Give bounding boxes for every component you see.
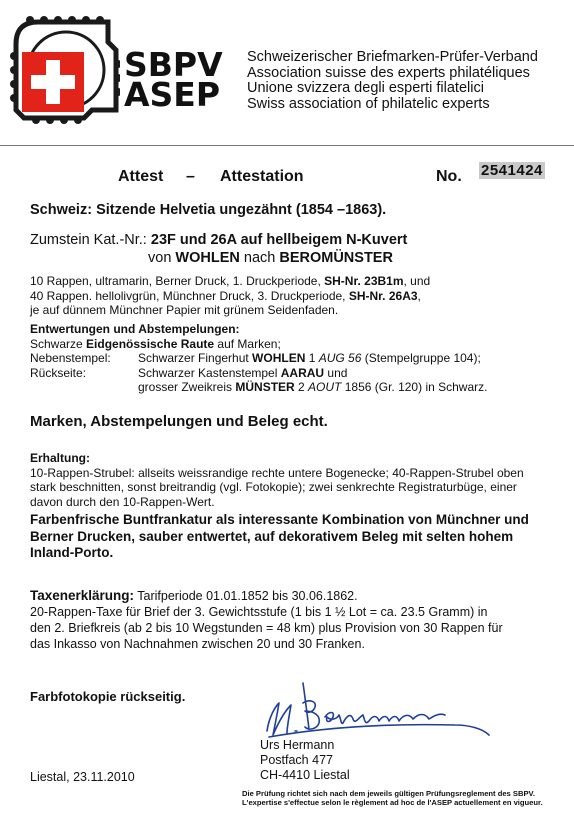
condition-heading: Erhaltung: [30, 451, 90, 465]
rueck2-d: AOUT [308, 380, 342, 394]
cancel-line1-a: Schwarze [30, 336, 87, 351]
signer-address-2: CH-4410 Liestal [260, 768, 350, 782]
certificate-number: 2541424 [481, 162, 543, 179]
route-mid: nach [239, 250, 280, 266]
rueck2-a: grosser Zweikreis [138, 380, 236, 394]
header-divider [0, 145, 574, 146]
highlight-line-3: Inland-Porto. [30, 545, 114, 560]
rueckseite-label: Rückseite: [30, 365, 87, 380]
condition-line-1: 10-Rappen-Strubel: allseits weissrandige rechte untere Bogenecke; 40-Rappen-Strubel oben [30, 465, 524, 480]
highlight-line-1: Farbenfrische Buntfrankatur als interessante Kombination von Münchner und [30, 512, 529, 527]
verdict: Marken, Abstempelungen und Beleg echt. [30, 413, 328, 430]
description-block [30, 274, 430, 318]
catalogue-line [30, 232, 407, 248]
desc-line1-sh: SH-Nr. 23B1m [324, 274, 404, 288]
tax-line-2: 20-Rappen-Taxe für Brief der 3. Gewichtsstufe (1 bis 1 ½ Lot = ca. 23.5 Gramm) in [30, 605, 488, 619]
regulation-footnote [242, 789, 543, 807]
association-it: Unione svizzera degli esperti filatelici [247, 80, 484, 96]
attestation-label: Attestation [220, 168, 304, 185]
route-from: WOHLEN [175, 250, 240, 266]
rueck2-e: 1856 (Gr. 120) in Schwarz. [341, 380, 488, 394]
association-names [247, 50, 538, 112]
footnote-de: Die Prüfung richtet sich nach dem jeweils gültigen Prüfungsreglement des SBPV. [242, 789, 535, 798]
footnote-fr: L'expertise s'effectue selon le règlement ad hoc de l'ASEP actuellement en vigueur. [242, 798, 543, 807]
brand-line-asep: ASEP [124, 75, 221, 114]
desc-line1-end: , und [403, 274, 431, 288]
neben-c: 1 [305, 351, 319, 365]
signer-address-1: Postfach 477 [260, 753, 333, 767]
handwritten-signature-icon [255, 673, 495, 743]
number-label: No. [436, 168, 462, 185]
photocopy-note: Farbfotokopie rückseitig. [30, 689, 186, 704]
rueck2-c: 2 [294, 380, 309, 394]
brand-name [124, 45, 223, 114]
desc-line2-end: , [417, 288, 421, 303]
desc-line2-sh: SH-Nr. 26A3 [348, 288, 418, 303]
association-en: Swiss association of philatelic experts [247, 95, 490, 112]
tax-heading: Taxenerklärung: [30, 588, 135, 603]
rueck-a: Schwarzer Kastenstempel [138, 365, 281, 380]
desc-line2-text: 40 Rappen. hellolivgrün, Münchner Druck, 3. Druckperiode, [30, 288, 349, 303]
signer-block [260, 738, 350, 783]
tax-line-1: Tarifperiode 01.01.1852 bis 30.06.1862. [134, 589, 358, 603]
neben-d: AUG 56 [318, 351, 362, 365]
cancellations-block [30, 322, 487, 395]
rueck-c: und [324, 365, 348, 380]
catalogue-prefix: Zumstein Kat.-Nr.: [30, 232, 151, 248]
attest-dash: – [186, 168, 195, 185]
cancel-line1-b: Eidgenössische Raute [86, 336, 215, 351]
tax-line-4: das Inkasso von Nachnahmen zwischen 20 und 30 Franken. [30, 637, 365, 651]
association-fr: Association suisse des experts philatéliques [247, 64, 530, 81]
desc-line1-text: 10 Rappen, ultramarin, Berner Druck, 1. Druckperiode, [30, 274, 325, 288]
cancellations-heading: Entwertungen und Abstempelungen: [30, 322, 240, 336]
neben-e: (Stempelgruppe 104); [361, 351, 481, 365]
route-to: BEROMÜNSTER [279, 250, 393, 266]
catalogue-numbers: 23F und 26A auf hellbeigem N-Kuvert [150, 232, 408, 248]
rueck-b: AARAU [280, 365, 325, 380]
association-de: Schweizerischer Briefmarken-Prüfer-Verband [247, 49, 538, 65]
condition-line-2: stark beschnitten, sonst breitrandig (vgl. Fotokopie); zwei senkrechte Registraturbüge, einer [30, 480, 517, 494]
place-date: Liestal, 23.11.2010 [30, 770, 135, 784]
brand-line-sbpv: SBPV [124, 45, 223, 84]
tax-block [30, 588, 503, 652]
condition-line-3: davon durch den 10-Rappen-Wert. [30, 494, 215, 509]
attest-label: Attest [118, 168, 164, 185]
cancel-line1-c: auf Marken; [214, 336, 281, 351]
desc-line3: je auf dünnem Münchner Papier mit grünem Seidenfaden. [30, 303, 339, 317]
condition-block [30, 451, 524, 509]
rueck2-b: MÜNSTER [235, 380, 295, 394]
nebenstempel-label: Nebenstempel: [30, 351, 111, 365]
highlight-line-2: Berner Drucken, sauber entwertet, auf dekorativem Beleg mit selten hohem [30, 528, 514, 544]
route-prefix: von [148, 250, 176, 266]
subject-title: Schweiz: Sitzende Helvetia ungezähnt (1854 –1863). [30, 202, 387, 218]
route-line [148, 250, 393, 266]
neben-a: Schwarzer Fingerhut [138, 351, 253, 365]
neben-b: WOHLEN [252, 351, 306, 365]
signer-name: Urs Hermann [260, 738, 335, 752]
sbpv-logo-icon [8, 14, 120, 124]
tax-line-3: den 2. Briefkreis (ab 2 bis 10 Wegstunden = 48 km) plus Provision von 30 Rappen für [30, 621, 503, 635]
condition-highlight [30, 512, 529, 562]
